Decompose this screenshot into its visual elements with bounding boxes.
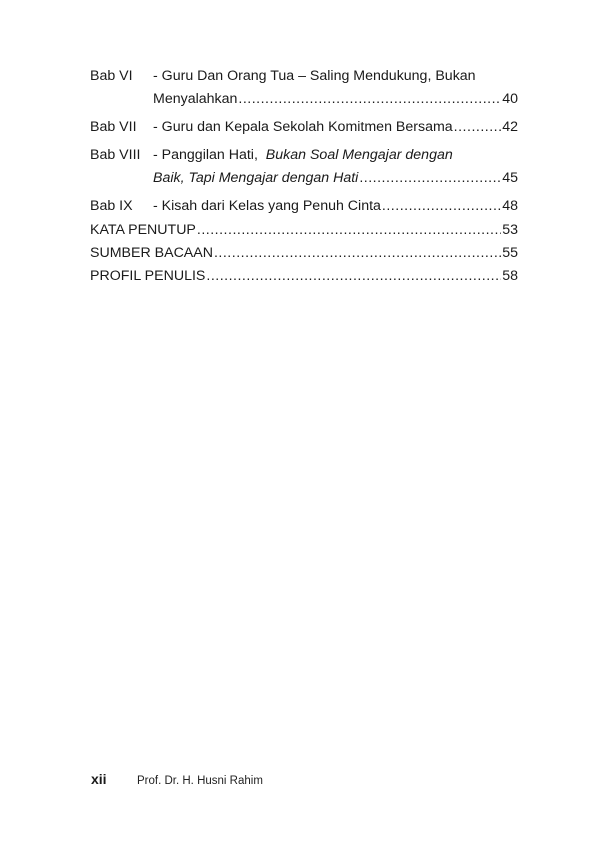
page-number: 55 [502,245,518,261]
toc-entry-kata-penutup[interactable] [90,219,518,242]
chapter-title [153,144,453,167]
section-title: SUMBER BACAAN [90,245,213,261]
dot-leader [382,195,501,218]
chapter-title-cont: Menyalahkan [153,91,238,107]
table-of-contents [90,65,518,288]
chapter-label: Bab VI [90,68,133,84]
toc-entry-bab-vi[interactable] [90,65,518,111]
chapter-title-plain: - Panggilan Hati, [153,147,262,163]
toc-entry-bab-vii[interactable] [90,116,518,139]
section-title: PROFIL PENULIS [90,268,206,284]
dot-leader [454,116,502,139]
dot-leader [214,242,501,265]
page-number: 42 [502,119,518,135]
page-number: 40 [502,91,518,107]
page-number: 48 [502,198,518,214]
chapter-label: Bab VIII [90,147,141,163]
chapter-title-cont: Baik, Tapi Mengajar dengan Hati [153,170,359,186]
chapter-label: Bab VII [90,119,137,135]
toc-entry-sumber-bacaan[interactable] [90,242,518,265]
toc-entry-bab-ix[interactable] [90,195,518,218]
dot-leader [238,88,501,111]
dot-leader [359,167,501,190]
chapter-title-italic: Bukan Soal Mengajar dengan [265,147,453,163]
page-footer [91,771,263,787]
chapter-title: - Guru dan Kepala Sekolah Komitmen Bersama [153,119,453,135]
chapter-title: - Kisah dari Kelas yang Penuh Cinta [153,198,381,214]
section-title: KATA PENUTUP [90,222,196,238]
chapter-title: - Guru Dan Orang Tua – Saling Mendukung, Bukan [153,68,476,84]
toc-entry-profil-penulis[interactable] [90,265,518,288]
chapter-label: Bab IX [90,198,133,214]
dot-leader [206,265,501,288]
page-number: 53 [502,222,518,238]
dot-leader [197,219,501,242]
page-number: 45 [502,170,518,186]
footer-page-number: xii [91,771,107,787]
footer-author: Prof. Dr. H. Husni Rahim [137,775,263,787]
toc-entry-bab-viii[interactable] [90,144,518,190]
page-number: 58 [502,268,518,284]
